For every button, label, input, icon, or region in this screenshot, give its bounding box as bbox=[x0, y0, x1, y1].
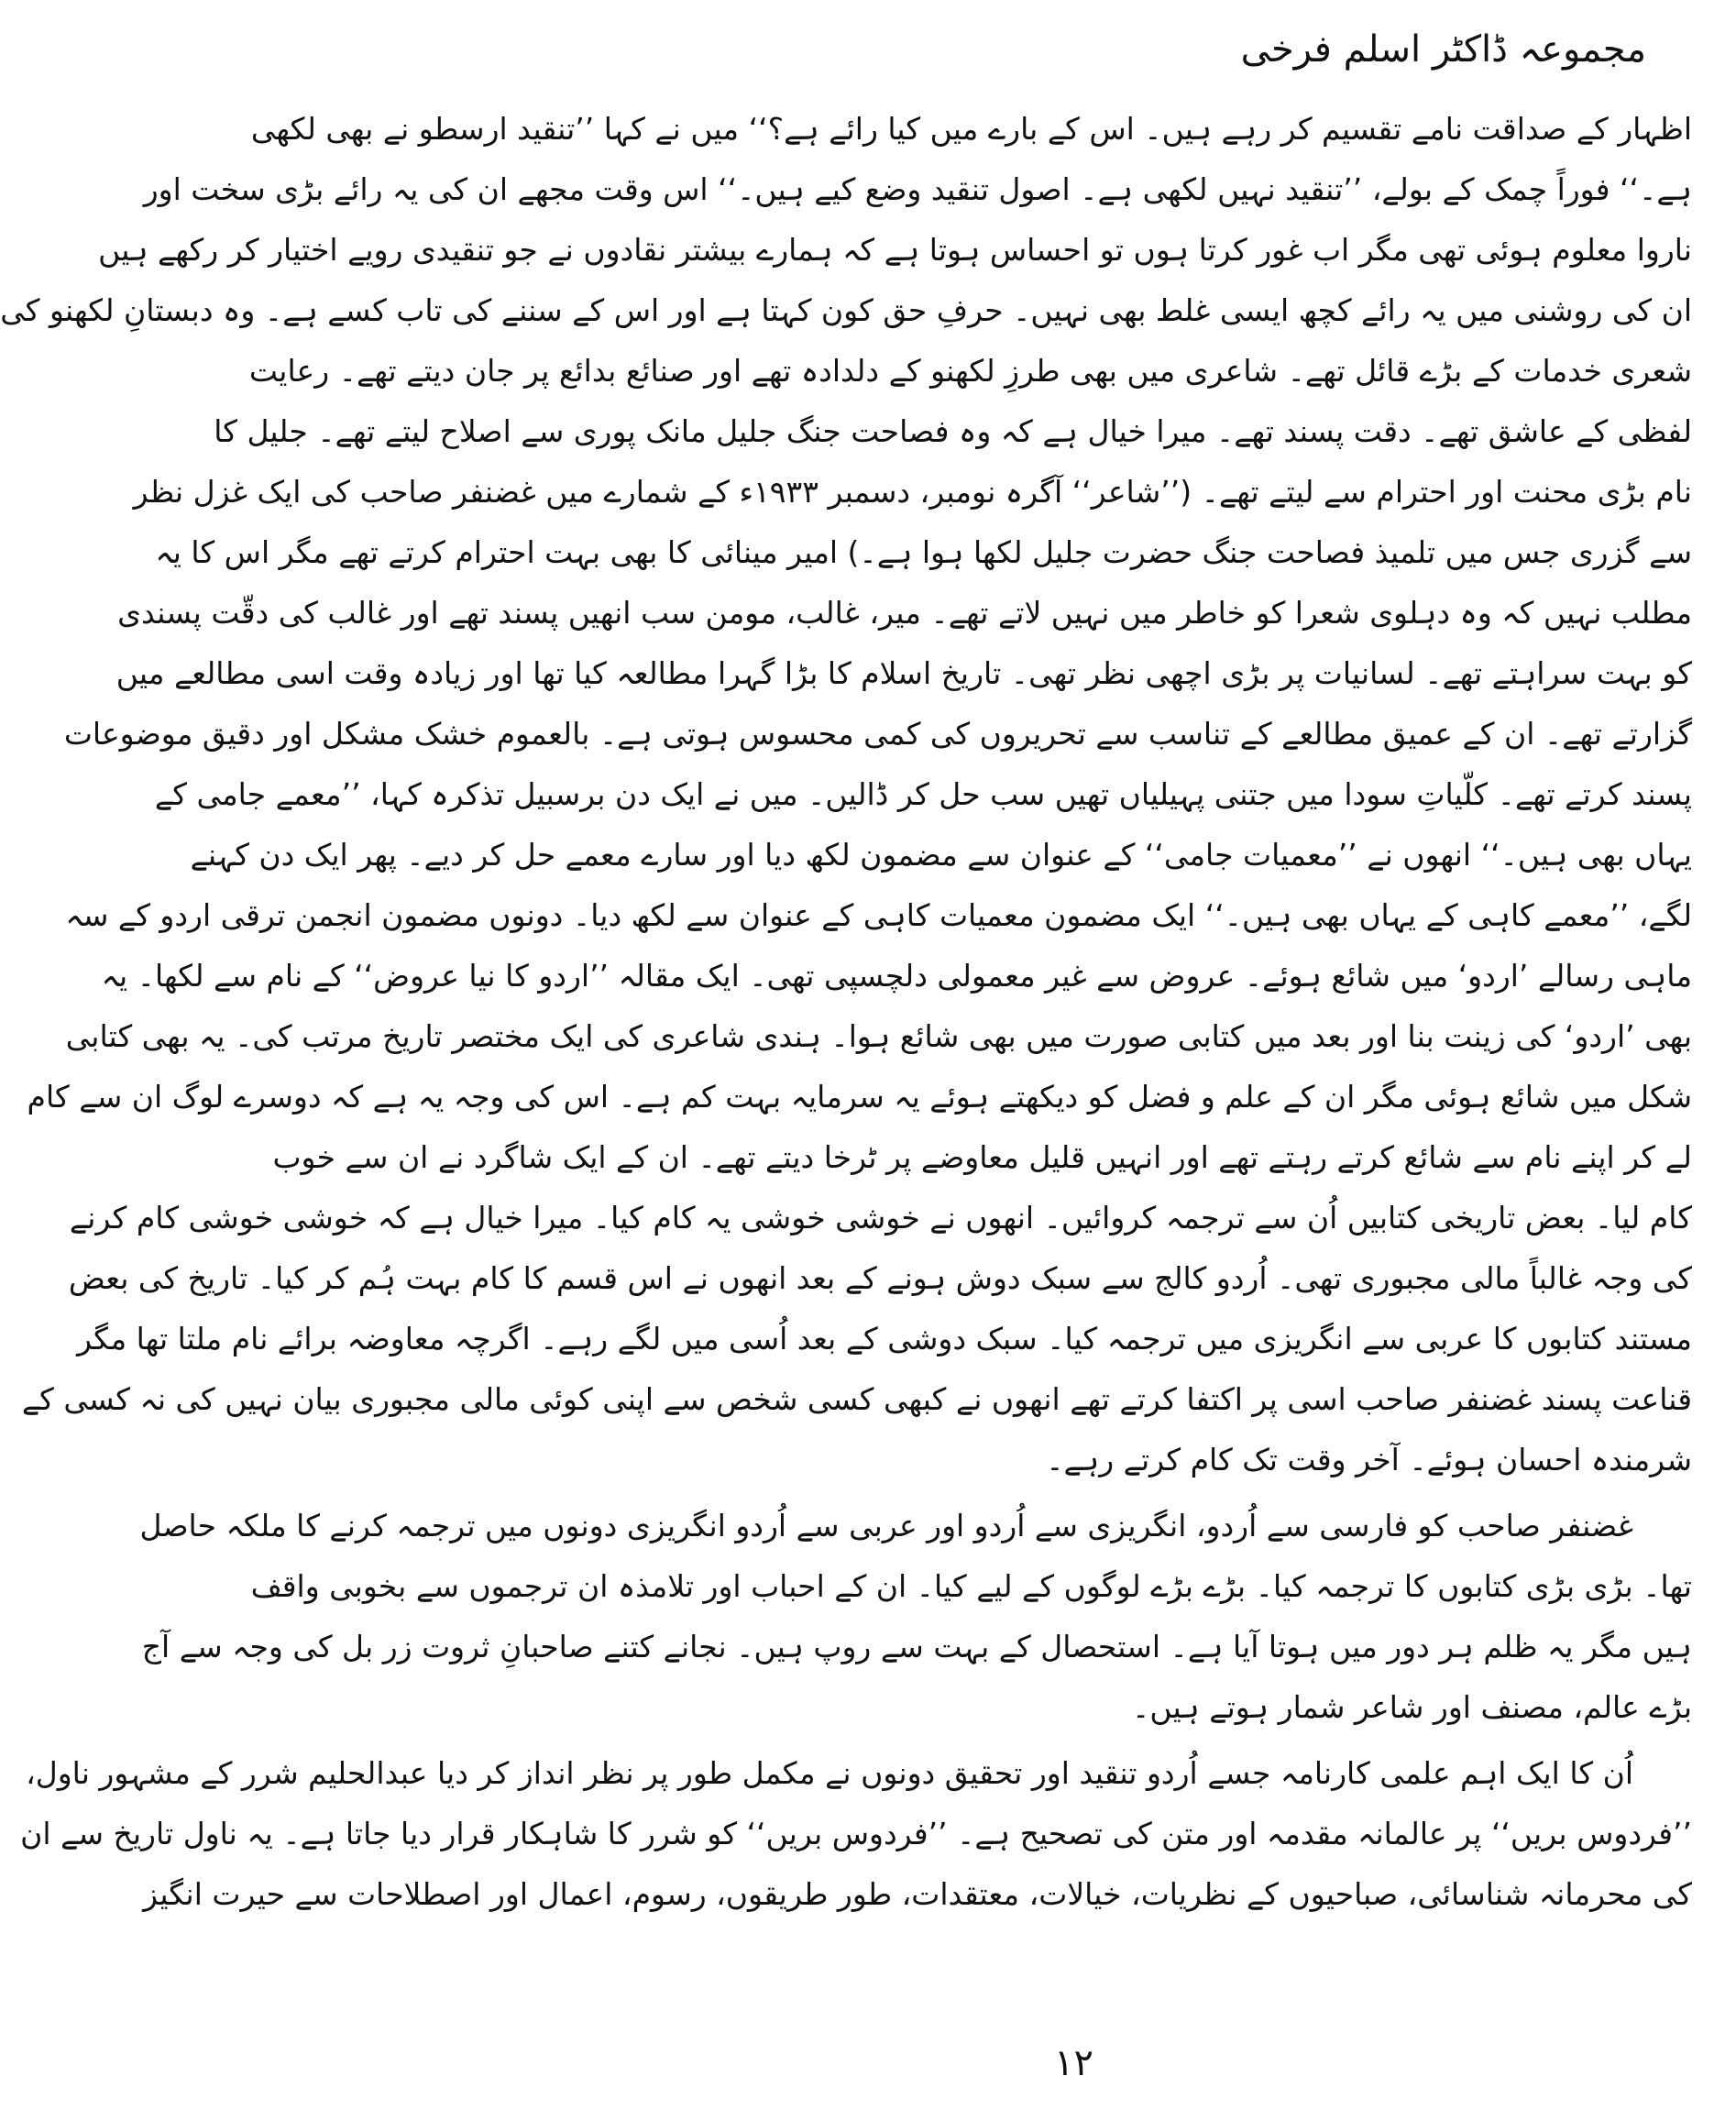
text-line: بھی ’اردو‘ کی زینت بنا اور بعد میں کتابی صورت میں بھی شائع ہوا۔ ہندی شاعری کی ایک مختصر تاریخ مرتب کی۔ یہ بھی کتابی bbox=[65, 1018, 1692, 1054]
paragraph bbox=[139, 1496, 1692, 1738]
text-line: ناروا معلوم ہوئی تھی مگر اب غور کرتا ہوں تو احساس ہوتا ہے کہ ہمارے بیشتر نقادوں نے جو تنقیدی رویے اختیار کر رکھے ہیں bbox=[98, 232, 1692, 268]
text-line: اظہار کے صداقت نامے تقسیم کر رہے ہیں۔ اس کے بارے میں کیا رائے ہے؟‘‘ میں نے کہا ’’تنقید ارسطو نے بھی لکھی bbox=[250, 111, 1692, 147]
text-line: شکل میں شائع ہوئی مگر ان کے علم و فضل کو دیکھتے ہوئے یہ سرمایہ بہت کم ہے۔ اس کی وجہ یہ ہے کہ دوسرے لوگ ان سے کام bbox=[27, 1079, 1692, 1115]
text-line: کی وجہ غالباً مالی مجبوری تھی۔ اُردو کالج سے سبک دوش ہونے کے بعد انھوں نے اس قسم کا کام بہت ہُم کر کیا۔ تاریخ کی بعض bbox=[68, 1260, 1692, 1296]
text-line: ان کی روشنی میں یہ رائے کچھ ایسی غلط بھی نہیں۔ حرفِ حق کون کہتا ہے اور اس کے سننے کی تاب کسے ہے۔ وہ دبستانِ لکھنو کی bbox=[0, 292, 1692, 328]
text-line: شرمندہ احسان ہوئے۔ آخر وقت تک کام کرتے رہے۔ bbox=[1046, 1442, 1692, 1477]
text-line: یہاں بھی ہیں۔‘‘ انھوں نے ’’معمیات جامی‘‘ کے عنوان سے مضمون لکھ دیا اور سارے معمے حل کر دیے۔ پھر ایک دن کہنے bbox=[190, 837, 1692, 873]
text-line: کو بہت سراہتے تھے۔ لسانیات پر بڑی اچھی نظر تھی۔ تاریخ اسلام کا بڑا گہرا مطالعہ کیا تھا اور زیادہ وقت اسی مطالعے میں bbox=[115, 655, 1692, 691]
text-line: مستند کتابوں کا عربی سے انگریزی میں ترجمہ کیا۔ سبک دوشی کے بعد اُسی میں لگے رہے۔ اگرچہ معاوضہ برائے نام ملتا تھا مگر bbox=[77, 1321, 1692, 1357]
text-line: سے گزری جس میں تلمیذ فصاحت جنگ حضرت جلیل لکھا ہوا ہے۔) امیر مینائی کا بھی بہت احترام کرتے تھے مگر اس کا یہ bbox=[155, 534, 1692, 570]
text-line: ہیں مگر یہ ظلم ہر دور میں ہوتا آیا ہے۔ استحصال کے بہت سے روپ ہیں۔ نجانے کتنے صاحبانِ ثروت زر بل کی وجہ سے آج bbox=[141, 1629, 1692, 1664]
text-line: ماہی رسالے ’اردو‘ میں شائع ہوئے۔ عروض سے غیر معمولی دلچسپی تھی۔ ایک مقالہ ’’اردو کا نیا عروض‘‘ کے نام سے لکھا۔ یہ bbox=[101, 958, 1692, 994]
page-number: ۱۲ bbox=[1054, 2042, 1093, 2084]
text-line: کی محرمانہ شناسائی، صباحیوں کے نظریات، خیالات، معتقدات، طور طریقوں، رسوم، اعمال اور اصطلاحات سے حیرت انگیز bbox=[143, 1876, 1692, 1912]
text-line: اُن کا ایک اہم علمی کارنامہ جسے اُردو تنقید اور تحقیق دونوں نے مکمل طور پر نظر انداز کر دیا عبدالحلیم شرر کے مشہور ناول، bbox=[26, 1755, 1633, 1791]
text-line: کام لیا۔ بعض تاریخی کتابیں اُن سے ترجمہ کروائیں۔ انھوں نے خوشی خوشی یہ کام کیا۔ میرا خیال ہے کہ خوشی خوشی کام کرنے bbox=[69, 1200, 1692, 1236]
text-line: تھا۔ بڑی بڑی کتابوں کا ترجمہ کیا۔ بڑے بڑے لوگوں کے لیے کیا۔ ان کے احباب اور تلامذہ ان ترجموں سے بخوبی واقف bbox=[250, 1568, 1692, 1604]
text-line: غضنفر صاحب کو فارسی سے اُردو، انگریزی سے اُردو اور عربی سے اُردو انگریزی دونوں میں ترجمہ کرنے کا ملکہ حاصل bbox=[139, 1508, 1633, 1543]
text-line: ’’فردوس بریں‘‘ پر عالمانہ مقدمہ اور متن کی تصحیح ہے۔ ’’فردوس بریں‘‘ کو شرر کا شاہکار قرار دیا جاتا ہے۔ یہ ناول تاریخ سے ان bbox=[20, 1816, 1692, 1851]
paragraph bbox=[20, 1743, 1692, 1925]
running-header: مجموعہ ڈاکٹر اسلم فرخی bbox=[1240, 28, 1646, 71]
text-line: شعری خدمات کے بڑے قائل تھے۔ شاعری میں بھی طرزِ لکھنو کے دلدادہ تھے اور صنائع بدائع پر جان دیتے تھے۔ رعایت bbox=[248, 353, 1692, 389]
text-line: گزارتے تھے۔ ان کے عمیق مطالعے کے تناسب سے تحریروں کی کمی محسوس ہوتی ہے۔ بالعموم خشک مشکل اور دقیق موضوعات bbox=[63, 716, 1692, 752]
text-line: مطلب نہیں کہ وہ دہلوی شعرا کو خاطر میں نہیں لاتے تھے۔ میر، غالب، مومن سب انھیں پسند تھے اور غالب کی دقّت پسندی bbox=[117, 595, 1692, 631]
text-line: ہے۔‘‘ فوراً چمک کے بولے، ’’تنقید نہیں لکھی ہے۔ اصول تنقید وضع کیے ہیں۔‘‘ اس وقت مجھے ان کی یہ رائے بڑی سخت اور bbox=[143, 171, 1692, 207]
text-line: لگے، ’’معمے کاہی کے یہاں بھی ہیں۔‘‘ ایک مضمون معمیات کاہی کے عنوان سے لکھ دیا۔ دونوں مضمون انجمن ترقی اردو کے سہ bbox=[65, 897, 1692, 933]
body-text bbox=[0, 99, 1692, 1925]
text-line: لے کر اپنے نام سے شائع کرتے رہتے تھے اور انہیں قلیل معاوضے پر ٹرخا دیتے تھے۔ ان کے ایک شاگرد نے ان سے خوب bbox=[272, 1139, 1692, 1175]
text-line: پسند کرتے تھے۔ کلّیاتِ سودا میں جتنی پہیلیاں تھیں سب حل کر ڈالیں۔ میں نے ایک دن برسبیل تذکرہ کہا، ’’معمے جامی کے bbox=[154, 776, 1692, 812]
paragraph bbox=[0, 99, 1692, 1490]
text-line: لفظی کے عاشق تھے۔ دقت پسند تھے۔ میرا خیال ہے کہ وہ فصاحت جنگ جلیل مانک پوری سے اصلاح لیتے تھے۔ جلیل کا bbox=[214, 413, 1692, 449]
text-line: قناعت پسند غضنفر صاحب اسی پر اکتفا کرتے تھے انھوں نے کبھی کسی شخص سے اپنی کوئی مالی مجبوری بیان نہیں کی نہ کسی کے bbox=[21, 1381, 1692, 1417]
text-line: بڑے عالم، مصنف اور شاعر شمار ہوتے ہیں۔ bbox=[1132, 1689, 1692, 1725]
text-line: نام بڑی محنت اور احترام سے لیتے تھے۔ (’’شاعر‘‘ آگرہ نومبر، دسمبر ۱۹۳۳ء کے شمارے میں غضنفر صاحب کی ایک غزل نظر bbox=[133, 474, 1692, 510]
